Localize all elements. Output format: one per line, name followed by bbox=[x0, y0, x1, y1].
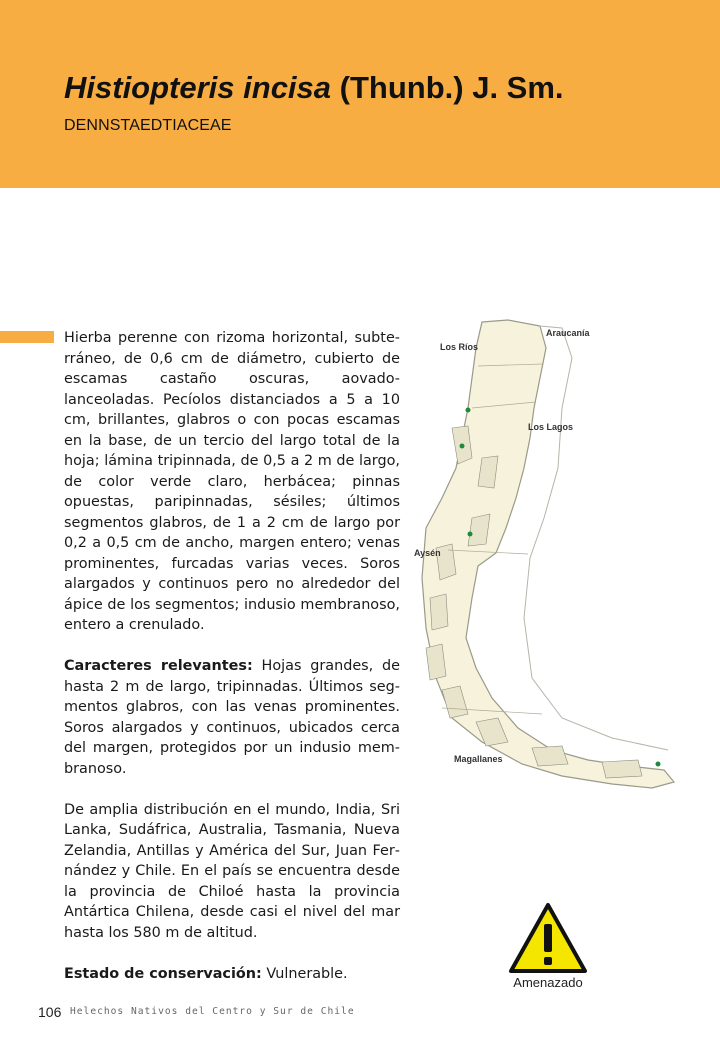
section-marker bbox=[0, 331, 54, 343]
map-label-los-rios: Los Ríos bbox=[440, 342, 479, 352]
description-paragraph: Hierba perenne con rizoma horizontal, subterráneo, de 0,6 cm de diámetro, cubierto de escamas castaño oscuras, aovado-lanceoladas. Pecíolos distanciados a 5 a 10 cm, brillantes, glabros o con pocas escamas en la base, de un tercio del largo total de la hoja; lámina tripinnada, de 0,5 a 2 m de largo, de color verde claro, herbácea; pinnas opuestas, paripinnadas, sésiles; últimos segmentos glabros, de 1 a 2 cm de largo por 0,2 a 0,5 cm de ancho, margen entero; venas prominentes, furcadas varias veces. Soros alargados y continuos pero no alrededor del ápice de los segmentos; indusio membranoso, entero a crenulado. bbox=[64, 330, 400, 633]
relevant-characters-text: Hojas grandes, de hasta 2 m de largo, tripinnadas. Últimos segmentos glabros, con las venas prominentes. Soros alargados y continuos, ubicados cerca del margen, protegidos por un indusio membranoso. bbox=[64, 658, 401, 777]
distribution-map bbox=[412, 318, 688, 798]
distribution-paragraph: De amplia distribución en el mundo, India, Sri Lanka, Sudáfrica, Australia, Tasmania, Nueva Zelandia, Antillas y América del Sur, Juan Fernández y Chile. En el país se encuentra desde la provincia de Chiloé hasta la provincia Antártica Chilena, desde casi el nivel del mar hasta los 580 m de altitud. bbox=[64, 801, 400, 941]
page-title bbox=[64, 70, 564, 106]
map-label-aysen: Aysén bbox=[414, 548, 441, 558]
relevant-characters-label: Caracteres relevantes: bbox=[64, 658, 253, 674]
header-band bbox=[0, 0, 720, 188]
family-name: DENNSTAEDTIACEAE bbox=[64, 117, 232, 134]
running-title: Helechos Nativos del Centro y Sur de Chile bbox=[70, 1006, 355, 1017]
conservation-status-label: Estado de conservación: bbox=[64, 965, 262, 982]
conservation-status-paragraph bbox=[64, 964, 400, 985]
occurrence-marker bbox=[468, 532, 473, 537]
occurrence-marker bbox=[466, 408, 471, 413]
species-authority: (Thunb.) J. Sm. bbox=[339, 70, 564, 105]
border-line bbox=[524, 326, 668, 750]
occurrence-marker bbox=[460, 444, 465, 449]
map-label-araucania: Araucanía bbox=[546, 328, 590, 338]
map-label-magallanes: Magallanes bbox=[454, 754, 503, 764]
species-description bbox=[64, 328, 400, 1005]
page-number: 106 bbox=[38, 1004, 62, 1020]
relevant-characters-paragraph bbox=[64, 656, 400, 779]
chile-landmass bbox=[422, 320, 674, 788]
conservation-category-label: Amenazado bbox=[513, 975, 583, 990]
occurrence-marker bbox=[656, 762, 661, 767]
conservation-status-value: Vulnerable. bbox=[261, 965, 348, 982]
warning-triangle-icon bbox=[508, 902, 588, 974]
species-name: Histiopteris incisa bbox=[64, 70, 332, 105]
map-label-los-lagos: Los Lagos bbox=[528, 422, 574, 432]
